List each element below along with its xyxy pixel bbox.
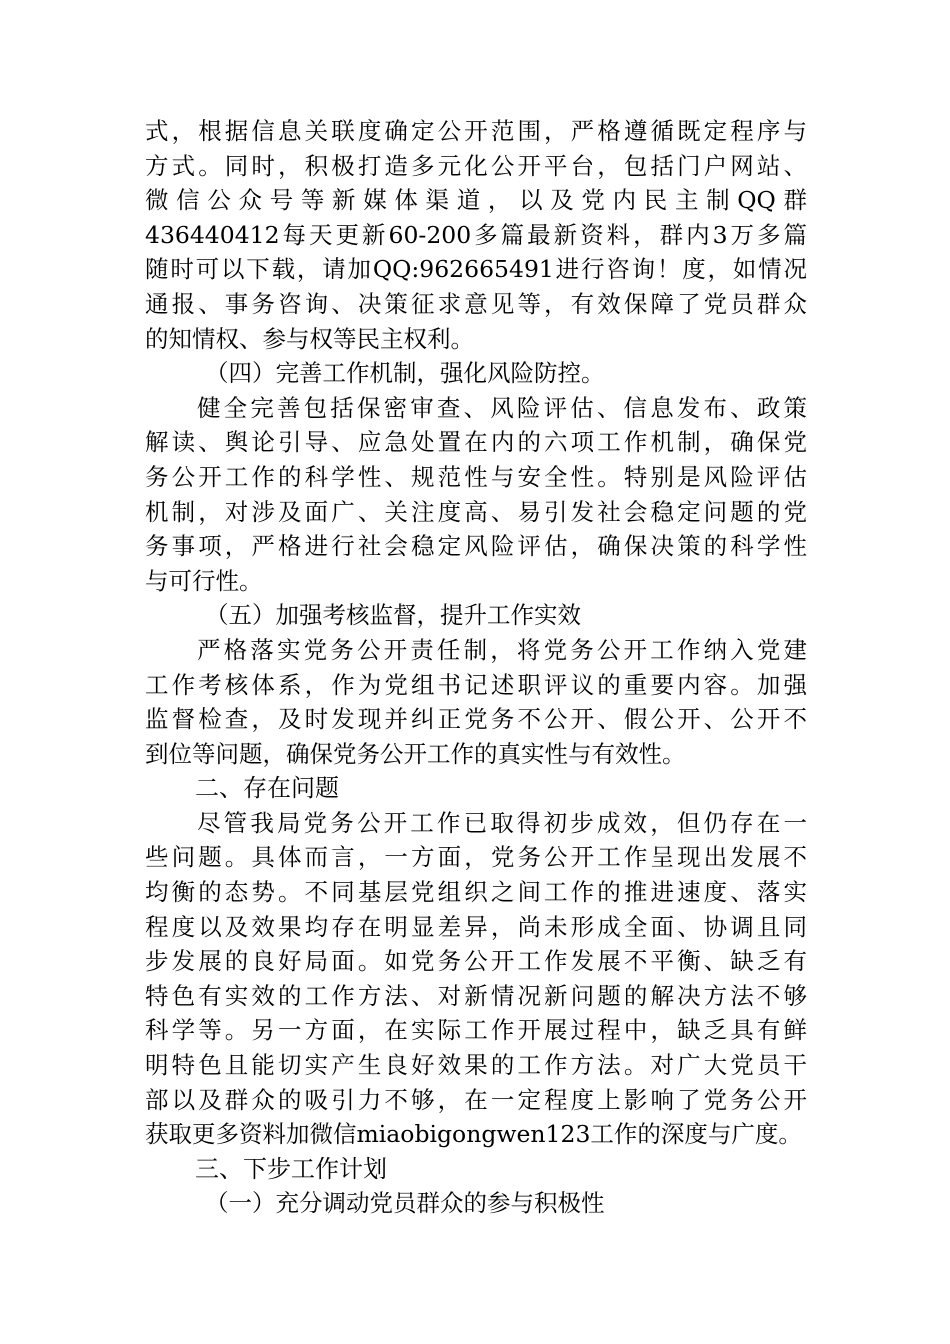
text-line: 均衡的态势。不同基层党组织之间工作的推进速度、落实 bbox=[145, 878, 807, 907]
text-line: 特色有实效的工作方法、对新情况新问题的解决方法不够 bbox=[145, 981, 807, 1010]
paragraph-mechanisms bbox=[145, 391, 807, 599]
text-line: 工作考核体系，作为党组书记述职评议的重要内容。加强 bbox=[145, 670, 807, 699]
part-heading-problems: 二、存在问题 bbox=[195, 774, 339, 803]
text-line: 步发展的良好局面。如党务公开工作发展不平衡、缺乏有 bbox=[145, 947, 807, 976]
text-line: 式，根据信息关联度确定公开范围，严格遵循既定程序与 bbox=[145, 117, 807, 145]
text-line: 部以及群众的吸引力不够，在一定程度上影响了党务公开 bbox=[145, 1085, 807, 1114]
text-line: 科学等。另一方面，在实际工作开展过程中，缺乏具有鲜 bbox=[145, 1016, 807, 1045]
section-heading-plan-1: （一）充分调动党员群众的参与积极性 bbox=[205, 1189, 605, 1218]
text-line: 尽管我局党务公开工作已取得初步成效，但仍存在一 bbox=[197, 808, 807, 837]
section-heading-4: （四）完善工作机制，强化风险防控。 bbox=[205, 359, 605, 388]
text-line: 务事项，严格进行社会稳定风险评估，确保决策的科学性 bbox=[145, 532, 807, 561]
text-line: 获取更多资料加微信miaobigongwen123工作的深度与广度。 bbox=[145, 1120, 802, 1149]
text-line: 解读、舆论引导、应急处置在内的六项工作机制，确保党 bbox=[145, 428, 807, 457]
part-heading-plan: 三、下步工作计划 bbox=[195, 1154, 387, 1183]
text-line: 与可行性。 bbox=[145, 566, 263, 595]
text-line: 严格落实党务公开责任制，将党务公开工作纳入党建 bbox=[197, 635, 807, 664]
text-line: 务公开工作的科学性、规范性与安全性。特别是风险评估 bbox=[145, 462, 807, 491]
text-line: 的知情权、参与权等民主权利。 bbox=[145, 324, 474, 353]
text-line: 机制，对涉及面广、关注度高、易引发社会稳定问题的党 bbox=[145, 497, 807, 526]
paragraph-platforms bbox=[145, 114, 807, 356]
text-line: 微信公众号等新媒体渠道，以及党内民主制QQ群 bbox=[145, 186, 807, 215]
text-line: 程度以及效果均存在明显差异，尚未形成全面、协调且同 bbox=[145, 912, 807, 941]
text-line: 随时可以下载，请加QQ:962665491进行咨询！度，如情况 bbox=[145, 255, 807, 284]
paragraph-problems bbox=[145, 806, 807, 1152]
text-line: 些问题。具体而言，一方面，党务公开工作呈现出发展不 bbox=[145, 843, 807, 872]
paragraph-supervision bbox=[145, 633, 807, 771]
document-page bbox=[145, 114, 807, 1221]
text-line: 436440412每天更新60-200多篇最新资料，群内3万多篇 bbox=[145, 220, 807, 249]
text-line: 健全完善包括保密审查、风险评估、信息发布、政策 bbox=[197, 393, 807, 422]
text-line: 明特色且能切实产生良好效果的工作方法。对广大党员干 bbox=[145, 1051, 807, 1080]
text-line: 监督检查，及时发现并纠正党务不公开、假公开、公开不 bbox=[145, 705, 807, 734]
section-heading-5: （五）加强考核监督，提升工作实效 bbox=[205, 601, 581, 630]
text-line: 方式。同时，积极打造多元化公开平台，包括门户网站、 bbox=[145, 151, 807, 180]
text-line: 通报、事务咨询、决策征求意见等，有效保障了党员群众 bbox=[145, 289, 807, 318]
text-line: 到位等问题，确保党务公开工作的真实性与有效性。 bbox=[145, 739, 686, 768]
